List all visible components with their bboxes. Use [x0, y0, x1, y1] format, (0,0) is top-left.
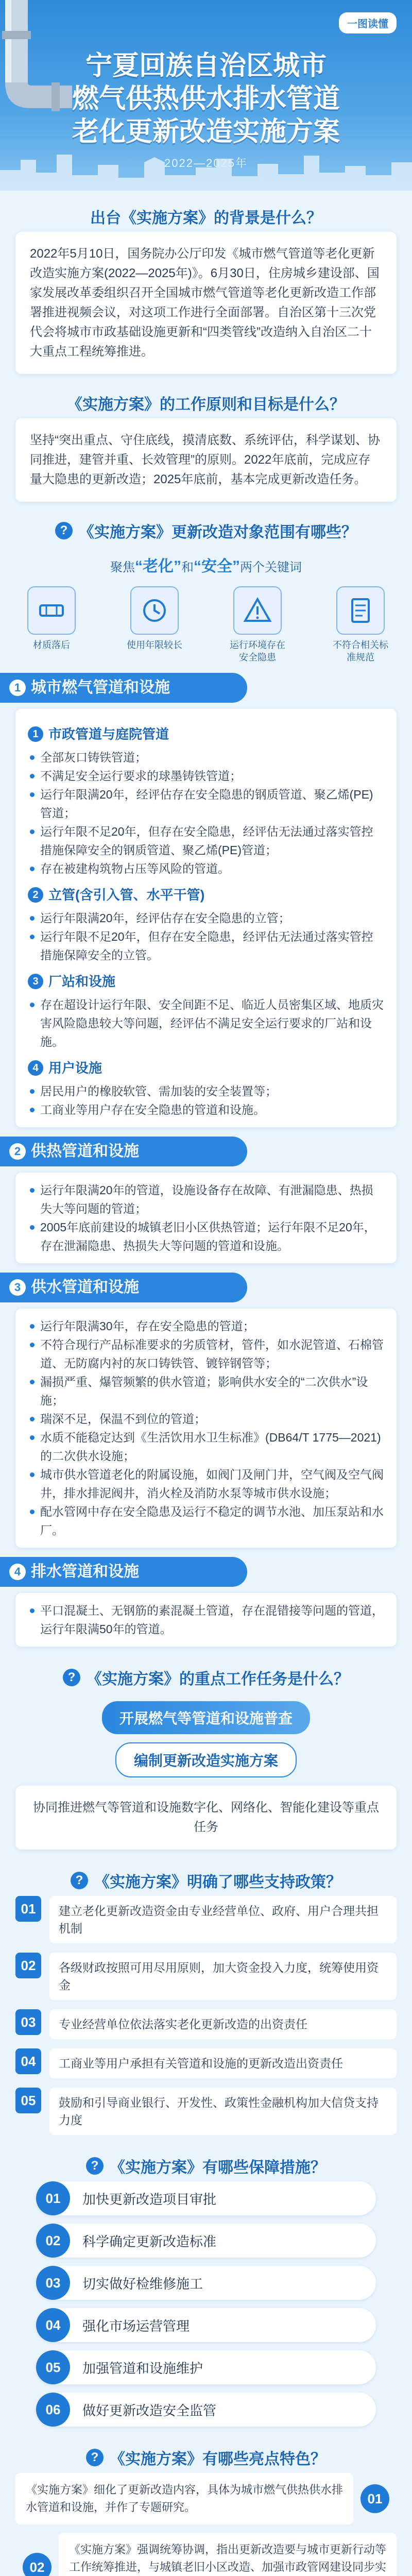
subheading-title: 市政管道与庭院管道	[48, 726, 169, 742]
subheading-number: 2	[28, 887, 43, 903]
clock-icon	[130, 586, 179, 635]
keywords-prefix: 聚焦	[110, 561, 135, 574]
title-line-2: 燃气供热供水排水管道	[72, 84, 340, 114]
subheading-number: 3	[28, 974, 43, 989]
list-item: 瑞深不足，保温不到位的管道；	[28, 1410, 384, 1428]
subheading	[28, 1058, 384, 1078]
list-item: 运行年限满20年，经评估存在安全隐患的立管；	[28, 909, 384, 927]
keywords-line	[15, 553, 397, 576]
drainage-card	[15, 1593, 397, 1647]
guarantee-text: 加强管道和设施维护	[82, 2360, 203, 2376]
list-item: 存在被建构筑物占压等风险的管道。	[28, 859, 384, 878]
section-title: 出台《实施方案》的背景是什么？	[90, 210, 322, 227]
section-title: 《实施方案》更新改造对象范围有哪些？	[79, 524, 357, 541]
section-policies	[15, 1865, 397, 2135]
section-principles	[15, 387, 397, 502]
subheading-number: 4	[28, 1060, 43, 1076]
principles-text: 坚持“突出重点、守住底线，摸清底数、系统评估，科学谋划、协同推进，建管并重、长效管理”的原则。2022年底前，完成应存量大隐患的更新改造；2025年底前，基本完成更新改造任务。	[30, 433, 380, 486]
policy-item	[15, 1953, 397, 2000]
section-heading	[15, 387, 397, 418]
question-icon: ?	[86, 2449, 104, 2466]
guarantee-item	[36, 2308, 376, 2342]
list-item: 运行年限不足20年，但存在安全隐患，经评估无法通过落实管控措施保障安全的立管。	[28, 927, 384, 964]
section-heading	[15, 515, 397, 546]
keywords-and: 和	[181, 561, 194, 574]
subheading	[28, 972, 384, 991]
material-icon	[27, 586, 76, 635]
scope-label: 运行环境存在安全隐患	[230, 640, 285, 663]
scope-icons	[15, 586, 397, 664]
section-title: 《实施方案》有哪些保障措施？	[110, 2159, 326, 2176]
guarantee-item	[36, 2224, 376, 2258]
task-pill: 编制更新改造实施方案	[115, 1742, 297, 1777]
guarantee-text: 加快更新改造项目审批	[82, 2191, 217, 2207]
highlight-item	[15, 2533, 397, 2576]
guarantee-item	[36, 2266, 376, 2300]
guarantee-text: 切实做好检维修施工	[82, 2276, 203, 2292]
city-skyline	[0, 144, 412, 191]
document-icon	[336, 586, 385, 635]
scope-item	[124, 586, 185, 664]
category-title: 城市燃气管道和设施	[31, 679, 170, 696]
keywords-suffix: 两个关键词	[240, 561, 302, 574]
section-title: 《实施方案》有哪些亮点特色？	[110, 2451, 326, 2468]
section-background	[15, 201, 397, 374]
guarantee-item	[36, 2181, 376, 2215]
policy-number: 02	[15, 1953, 41, 1978]
question-icon: ?	[63, 1669, 80, 1686]
title-line-3: 老化更新改造实施方案	[72, 117, 340, 147]
guarantee-number: 04	[36, 2308, 70, 2342]
scope-item	[21, 586, 82, 664]
section-title: 《实施方案》的重点工作任务是什么？	[87, 1671, 349, 1688]
highlight-number: 02	[23, 2553, 52, 2576]
guarantee-item	[36, 2350, 376, 2384]
subheading-title: 用户设施	[48, 1060, 102, 1076]
section-title: 《实施方案》明确了哪些支持政策？	[94, 1874, 341, 1891]
subheading	[28, 885, 384, 905]
policy-text: 各级财政按照可用尽用原则，加大资金投入力度，统筹使用资金	[49, 1953, 397, 2000]
guarantee-text: 科学确定更新改造标准	[82, 2233, 217, 2249]
policy-number: 01	[15, 1896, 41, 1922]
guarantee-number: 02	[36, 2224, 70, 2258]
policy-item	[15, 2009, 397, 2039]
subheading-title: 立管(含引入管、水平干管)	[48, 887, 205, 903]
task-pill: 开展燃气等管道和设施普查	[102, 1701, 310, 1734]
gas-card	[15, 709, 397, 1127]
question-icon: ?	[71, 1872, 88, 1889]
scope-item	[330, 586, 391, 664]
category-gas	[0, 673, 247, 703]
list-item: 水质不能稳定达到《生活饮用水卫生标准》(DB64/T 1775—2021)的二次供水设施；	[28, 1428, 384, 1465]
list-item: 城市供水管道老化的附属设施，如阀门及闸门井，空气阀及空气阀井，排水排泥阀井，消火栓及消防水泵等城市供水设施；	[28, 1465, 384, 1502]
list-item: 2005年底前建设的城镇老旧小区供热管道；运行年限不足20年，存在泄漏隐患、热损失大等问题的管道和设施。	[28, 1218, 384, 1255]
guarantee-number: 05	[36, 2350, 70, 2384]
section-heading	[15, 2442, 397, 2473]
highlight-text: 《实施方案》强调统筹协调，指出更新改造要与城市更新行动等工作统筹推进，与城镇老旧小区改造、加强市政管网建设同步实	[59, 2533, 397, 2576]
list-item: 配水管网中存在安全隐患及运行不稳定的调节水池、加压泵站和水厂。	[28, 1502, 384, 1539]
water-card	[15, 1309, 397, 1548]
scope-label: 不符合相关标准规范	[333, 640, 388, 663]
list-item: 不满足安全运行要求的球墨铸铁管道；	[28, 767, 384, 785]
scope-label: 材质落后	[33, 640, 70, 650]
category-heating	[0, 1137, 247, 1166]
guarantee-text: 强化市场运营管理	[82, 2318, 190, 2334]
highlight-text: 《实施方案》细化了更新改造内容，具体为城市燃气供热供水排水管道和设施，并作了专题研究。	[15, 2473, 353, 2524]
category-water	[0, 1273, 247, 1302]
policy-number: 03	[15, 2009, 41, 2035]
background-card	[15, 232, 397, 374]
policy-text: 工商业等用户承担有关管道和设施的更新改造出资责任	[49, 2048, 397, 2078]
category-number: 2	[9, 1143, 26, 1160]
section-title: 《实施方案》的工作原则和目标是什么？	[67, 396, 345, 413]
list-item: 工商业等用户存在安全隐患的管道和设施。	[28, 1100, 384, 1119]
section-heading	[15, 1865, 397, 1896]
category-title: 排水管道和设施	[31, 1563, 139, 1580]
policy-item	[15, 1896, 397, 1943]
infographic-tag: 一图读懂	[339, 12, 397, 33]
highlight-number: 01	[360, 2484, 389, 2513]
subheading	[28, 724, 384, 744]
highlight-item	[15, 2473, 397, 2524]
page-title	[0, 49, 412, 148]
task-row	[15, 1701, 397, 1734]
section-heading	[15, 201, 397, 232]
policy-text: 鼓励和引导商业银行、开发性、政策性金融机构加大信贷支持力度	[49, 2088, 397, 2135]
policy-number: 04	[15, 2048, 41, 2074]
list-item: 运行年限满20年的管道，设施设备存在故障、有泄漏隐患、热损失大等问题的管道；	[28, 1181, 384, 1218]
warning-icon	[233, 586, 282, 635]
task-text: 协同推进燃气等管道和设施数字化、网络化、智能化建设等重点任务	[33, 1801, 379, 1834]
question-icon: ?	[86, 2157, 104, 2175]
year-range: 2022—2025年	[164, 157, 248, 170]
list-item: 运行年限满20年，经评估存在安全隐患的钢质管道、聚乙烯(PE)管道；	[28, 785, 384, 822]
list-item: 居民用户的橡胶软管、需加装的安全装置等；	[28, 1082, 384, 1100]
keyword-aging: “老化”	[135, 558, 181, 575]
section-heading	[15, 2150, 397, 2181]
subheading-number: 1	[28, 726, 43, 742]
category-drainage	[0, 1557, 247, 1587]
section-highlights	[15, 2442, 397, 2576]
scope-item	[227, 586, 288, 664]
section-heading	[15, 1662, 397, 1693]
keyword-safety: “安全”	[194, 558, 240, 575]
list-item: 存在超设计运行年限、安全间距不足、临近人员密集区域、地质灾害风险隐患较大等问题，经评估不满足安全运行要求的厂站和设施。	[28, 995, 384, 1051]
task-card	[15, 1786, 397, 1850]
category-number: 1	[9, 680, 26, 696]
list-item: 漏损严重、爆管频繁的供水管道；影响供水安全的“二次供水”设施；	[28, 1372, 384, 1410]
header-banner	[0, 0, 412, 191]
policy-item	[15, 2088, 397, 2135]
section-guarantees	[15, 2150, 397, 2427]
list-item: 运行年限不足20年，但存在安全隐患，经评估无法通过落实管控措施保障安全的钢质管道、聚乙烯(PE)管道；	[28, 822, 384, 859]
category-number: 3	[9, 1279, 26, 1296]
list-item: 不符合现行产品标准要求的劣质管材，管件，如水泥管道、石棉管道、无防腐内衬的灰口铸铁管、镀锌钢管等；	[28, 1335, 384, 1372]
guarantee-number: 01	[36, 2181, 70, 2215]
guarantee-item	[36, 2393, 376, 2427]
list-item: 运行年限满30年，存在安全隐患的管道；	[28, 1317, 384, 1335]
scope-label: 使用年限较长	[127, 640, 182, 650]
policy-text: 专业经营单位依法落实老化更新改造的出资责任	[49, 2009, 397, 2039]
title-line-1: 宁夏回族自治区城市	[85, 51, 327, 81]
policy-text: 建立老化更新改造资金由专业经营单位、政府、用户合理共担机制	[49, 1896, 397, 1943]
heating-card	[15, 1173, 397, 1263]
list-item: 全部灰口铸铁管道；	[28, 748, 384, 767]
policy-number: 05	[15, 2088, 41, 2113]
background-text: 2022年5月10日，国务院办公厅印发《城市燃气管道等老化更新改造实施方案(2022—2025年)》。6月30日，住房城乡建设部、国家发展改革委组织召开全国城市燃气管道等老化更新改造工作部署推进视频会议，对这项工作进行全面部署。自治区第十三次党代会将城市市政基础设施更新和“四类管线”改造纳入自治区二十大重点工程统筹推进。	[30, 247, 380, 359]
category-number: 4	[9, 1564, 26, 1580]
subheading-title: 厂站和设施	[48, 974, 116, 989]
guarantee-number: 06	[36, 2393, 70, 2427]
category-title: 供热管道和设施	[31, 1143, 139, 1160]
category-title: 供水管道和设施	[31, 1279, 139, 1296]
section-scope	[15, 515, 397, 1647]
list-item: 平口混凝土、无钢筋的素混凝土管道，存在混错接等问题的管道，运行年限满50年的管道。	[28, 1601, 384, 1638]
question-icon: ?	[55, 522, 73, 539]
guarantee-text: 做好更新改造安全监管	[82, 2402, 217, 2418]
task-row	[15, 1742, 397, 1777]
policy-item	[15, 2048, 397, 2078]
section-tasks	[15, 1662, 397, 1850]
principles-card	[15, 418, 397, 502]
guarantee-number: 03	[36, 2266, 70, 2300]
